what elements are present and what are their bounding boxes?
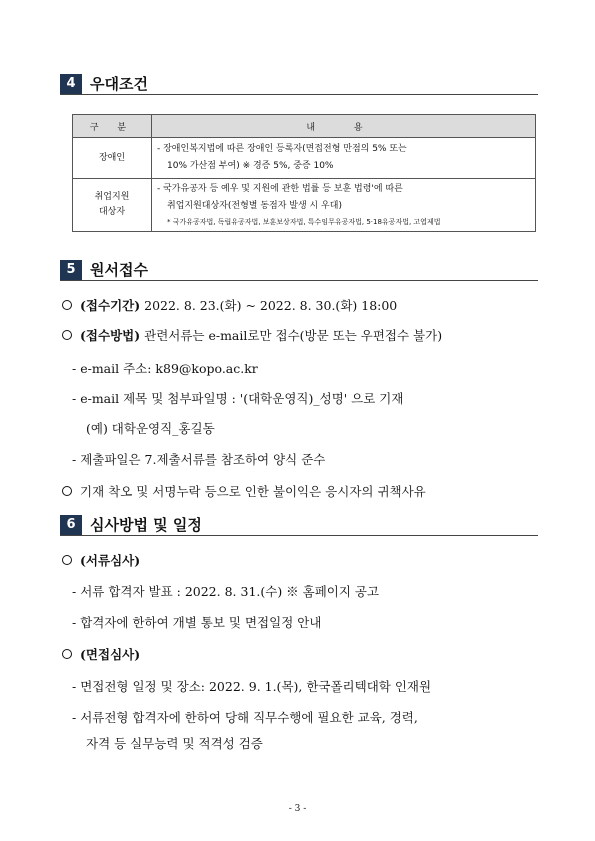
bullet-notice	[62, 482, 426, 500]
content-line: 취업지원대상자(전형별 동점자 발생 시 우대)	[167, 201, 342, 211]
row-content	[152, 179, 536, 232]
page-number: - 3 -	[288, 804, 307, 814]
content-line: 10% 가산점 부여) ※ 경증 5%, 중증 10%	[167, 161, 334, 171]
example-line: (예) 대학운영직_홍길동	[86, 421, 215, 436]
dash-item: - 합격자에 한하여 개별 통보 및 면접일정 안내	[72, 615, 322, 630]
circle-bullet-icon	[62, 486, 72, 496]
bullet-application-period	[62, 296, 397, 314]
section-number: 4	[60, 74, 82, 94]
footnote-line: * 국가유공자법, 독립유공자법, 보훈보상자법, 특수임무유공자법, 5·18유공자법, 고엽제법	[167, 218, 441, 226]
table-row	[73, 138, 536, 179]
bullet-interview-screening	[62, 645, 140, 663]
bullet-label: (서류심사)	[80, 553, 141, 568]
row-label-employment-support	[73, 179, 152, 232]
preference-table	[72, 114, 536, 232]
dash-item: - 제출파일은 7.제출서류를 참조하여 양식 준수	[72, 452, 326, 467]
bullet-label: (접수방법)	[80, 328, 141, 343]
row-label-disabled: 장애인	[73, 138, 152, 179]
label-line: 취업지원	[94, 192, 130, 202]
bullet-label: (면접심사)	[80, 647, 141, 662]
section-title: 원서접수	[90, 261, 148, 279]
section-number: 5	[60, 260, 82, 280]
bullet-document-screening	[62, 551, 140, 569]
table-header-row	[73, 115, 536, 138]
bullet-text: 2022. 8. 23.(화) ~ 2022. 8. 30.(화) 18:00	[140, 298, 398, 313]
circle-bullet-icon	[62, 300, 72, 310]
column-header-category: 구 분	[73, 115, 152, 138]
bullet-application-method	[62, 326, 442, 344]
row-content	[152, 138, 536, 179]
dash-item: - e-mail 주소: k89@kopo.ac.kr	[72, 361, 258, 376]
dash-item-continuation: 자격 등 실무능력 및 적격성 검증	[86, 736, 263, 751]
section-4-header	[60, 74, 538, 95]
content-line: - 국가유공자 등 예우 및 지원에 관한 법률 등 보훈 법령'에 따른	[157, 184, 403, 194]
section-number: 6	[60, 515, 82, 535]
dash-item: - 서류전형 합격자에 한하여 당해 직무수행에 필요한 교육, 경력,	[72, 710, 418, 725]
table-row	[73, 179, 536, 232]
circle-bullet-icon	[62, 649, 72, 659]
section-5-header	[60, 260, 538, 281]
label-line: 대상자	[98, 207, 126, 217]
dash-item: - 면접전형 일정 및 장소: 2022. 9. 1.(목), 한국폴리텍대학 인재원	[72, 679, 432, 694]
dash-item: - e-mail 제목 및 첨부파일명 : '(대학운영직)_성명' 으로 기재	[72, 391, 404, 406]
section-6-header	[60, 515, 538, 536]
column-header-content: 내 용	[152, 115, 536, 138]
bullet-label: (접수기간)	[80, 298, 141, 313]
dash-item: - 서류 합격자 발표 : 2022. 8. 31.(수) ※ 홈페이지 공고	[72, 584, 380, 599]
bullet-text: 관련서류는 e-mail로만 접수(방문 또는 우편접수 불가)	[140, 328, 443, 343]
section-title: 우대조건	[90, 75, 148, 93]
circle-bullet-icon	[62, 555, 72, 565]
circle-bullet-icon	[62, 330, 72, 340]
bullet-text: 기재 착오 및 서명누락 등으로 인한 불이익은 응시자의 귀책사유	[80, 484, 426, 499]
section-title: 심사방법 및 일정	[90, 516, 202, 534]
content-line: - 장애인복지법에 따른 장애인 등록자(면접전형 만점의 5% 또는	[157, 144, 407, 154]
